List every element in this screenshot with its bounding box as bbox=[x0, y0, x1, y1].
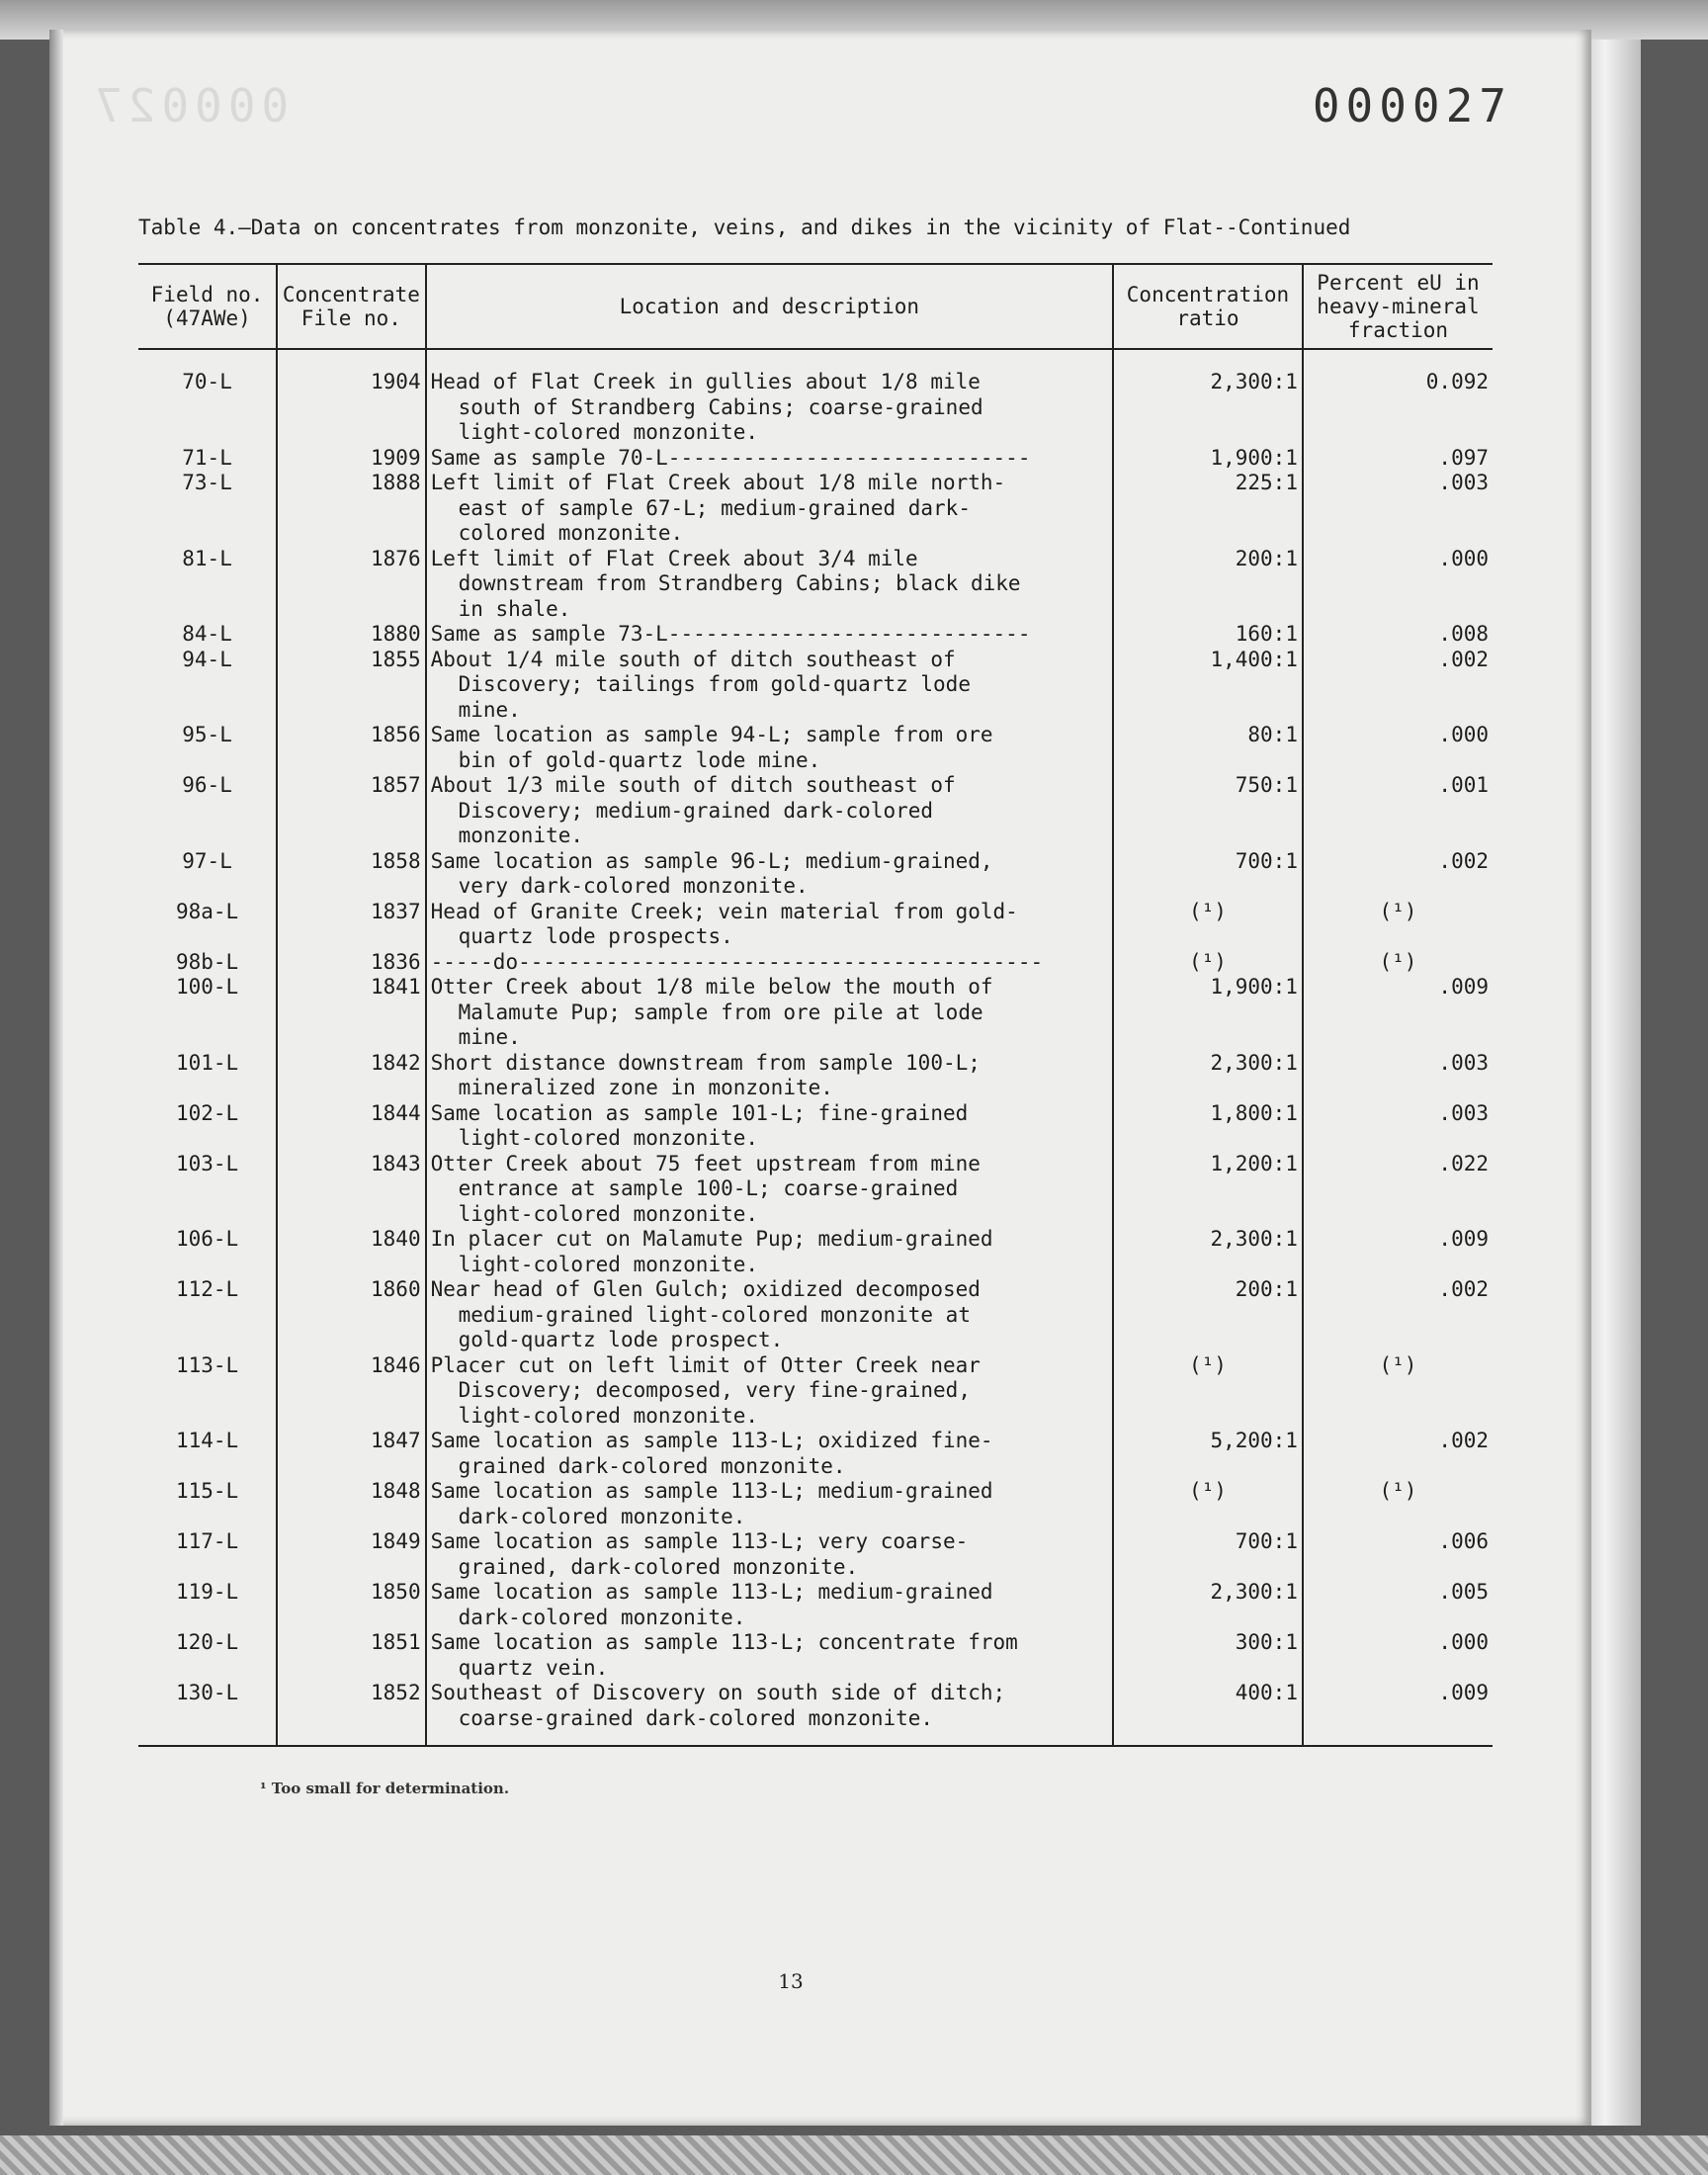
description-line: downstream from Strandberg Cabins; black dike bbox=[458, 571, 1021, 595]
cell-concentration-ratio: 2,300:1 bbox=[1113, 349, 1303, 446]
description-line: Discovery; decomposed, very fine-grained, bbox=[458, 1378, 971, 1402]
cell-concentration-ratio: 1,400:1 bbox=[1113, 648, 1303, 724]
cell-file-no: 1849 bbox=[277, 1529, 425, 1580]
description-line: monzonite. bbox=[458, 824, 584, 847]
description-line: light-colored monzonite. bbox=[458, 1201, 759, 1226]
header-field-no: Field no. (47AWe) bbox=[138, 264, 277, 349]
cell-percent-eu: .002 bbox=[1303, 849, 1493, 900]
cell-percent-eu: .008 bbox=[1303, 622, 1493, 648]
description-line: mine. bbox=[458, 697, 521, 722]
description-line: Left limit of Flat Creek about 1/8 mile north- bbox=[430, 471, 1006, 494]
cell-concentration-ratio: 1,900:1 bbox=[1113, 975, 1303, 1051]
table-row bbox=[138, 547, 1493, 623]
description-line: Short distance downstream from sample 100-L; bbox=[430, 1050, 981, 1075]
cell-description bbox=[426, 471, 1113, 547]
page-spine-shadow bbox=[49, 30, 63, 2126]
cell-concentration-ratio: 1,900:1 bbox=[1113, 446, 1303, 472]
cell-field-no: 113-L bbox=[175, 1352, 239, 1377]
cell-file-no: 1856 bbox=[277, 723, 425, 773]
cell-description bbox=[426, 1580, 1113, 1630]
description-line: quartz vein. bbox=[458, 1655, 609, 1680]
cell-description bbox=[426, 975, 1113, 1051]
table-row bbox=[138, 849, 1493, 900]
description-line: Malamute Pup; sample from ore pile at lode bbox=[458, 1000, 983, 1024]
cell-percent-eu: .002 bbox=[1303, 648, 1493, 724]
cell-field-no: 119-L bbox=[175, 1580, 239, 1604]
cell-concentration-ratio: 225:1 bbox=[1113, 471, 1303, 547]
description-line: Head of Flat Creek in gullies about 1/8 mile bbox=[430, 370, 981, 393]
cell-file-no: 1876 bbox=[277, 547, 425, 623]
cell-field-no: 114-L bbox=[175, 1429, 239, 1452]
header-file-no: Concentrate File no. bbox=[277, 264, 425, 349]
cell-concentration-ratio: 2,300:1 bbox=[1113, 1051, 1303, 1101]
description-line: medium-grained light-colored monzonite at bbox=[458, 1302, 971, 1327]
concentrates-table bbox=[138, 263, 1493, 1747]
description-line: mineralized zone in monzonite. bbox=[458, 1076, 833, 1099]
cell-description bbox=[426, 1529, 1113, 1580]
cell-concentration-ratio: 200:1 bbox=[1113, 547, 1303, 623]
cell-file-no: 1837 bbox=[277, 900, 425, 950]
cell-description bbox=[426, 1051, 1113, 1101]
description-line: Left limit of Flat Creek about 3/4 mile bbox=[430, 546, 918, 570]
table-row bbox=[138, 950, 1493, 976]
description-line: Same as sample 70-L----------------------------- bbox=[430, 445, 1031, 470]
table-row bbox=[138, 471, 1493, 547]
description-line: Same location as sample 113-L; medium-grained bbox=[430, 1580, 993, 1604]
cell-file-no: 1904 bbox=[277, 349, 425, 446]
cell-concentration-ratio: 1,200:1 bbox=[1113, 1152, 1303, 1228]
cell-description bbox=[426, 1152, 1113, 1228]
cell-description bbox=[426, 773, 1113, 849]
cell-file-no: 1846 bbox=[277, 1353, 425, 1430]
cell-field-no: 73-L bbox=[182, 471, 232, 494]
cell-percent-eu: .022 bbox=[1303, 1152, 1493, 1228]
cell-field-no: 95-L bbox=[182, 723, 232, 746]
cell-concentration-ratio: 700:1 bbox=[1113, 849, 1303, 900]
cell-file-no: 1842 bbox=[277, 1051, 425, 1101]
cell-field-no: 98b-L bbox=[175, 949, 239, 974]
cell-description bbox=[426, 950, 1113, 976]
description-line: Same location as sample 113-L; medium-grained bbox=[430, 1479, 993, 1503]
cell-file-no: 1855 bbox=[277, 648, 425, 724]
cell-file-no: 1836 bbox=[277, 950, 425, 976]
description-line: Discovery; tailings from gold-quartz lode bbox=[458, 672, 971, 696]
header-ratio: Concentration ratio bbox=[1113, 264, 1303, 349]
cell-field-no: 97-L bbox=[182, 848, 232, 873]
table-row bbox=[138, 1353, 1493, 1430]
cell-description bbox=[426, 1277, 1113, 1353]
cell-concentration-ratio: 80:1 bbox=[1113, 723, 1303, 773]
cell-description bbox=[426, 446, 1113, 472]
description-line: Southeast of Discovery on south side of ditch; bbox=[430, 1681, 1006, 1704]
cell-description bbox=[426, 1429, 1113, 1479]
description-line: quartz lode prospects. bbox=[458, 924, 733, 948]
description-line: light-colored monzonite. bbox=[458, 1126, 759, 1150]
cell-concentration-ratio: 750:1 bbox=[1113, 773, 1303, 849]
cell-description bbox=[426, 723, 1113, 773]
cell-file-no: 1851 bbox=[277, 1630, 425, 1681]
footnote: ¹ Too small for determination. bbox=[260, 1780, 510, 1797]
cell-percent-eu: .005 bbox=[1303, 1580, 1493, 1630]
description-line: Discovery; medium-grained dark-colored bbox=[458, 798, 934, 823]
page-number: 13 bbox=[778, 1969, 804, 1993]
cell-description bbox=[426, 849, 1113, 900]
description-line: Placer cut on left limit of Otter Creek near bbox=[430, 1352, 981, 1377]
cell-field-no: 100-L bbox=[175, 975, 239, 999]
cell-file-no: 1850 bbox=[277, 1580, 425, 1630]
cell-description bbox=[426, 1630, 1113, 1681]
table-row bbox=[138, 1529, 1493, 1580]
description-line: light-colored monzonite. bbox=[458, 1403, 759, 1428]
cell-field-no: 81-L bbox=[182, 546, 232, 570]
cell-description bbox=[426, 622, 1113, 648]
cell-field-no: 102-L bbox=[175, 1100, 239, 1125]
cell-field-no: 94-L bbox=[182, 647, 232, 671]
cell-description bbox=[426, 547, 1113, 623]
description-line: light-colored monzonite. bbox=[458, 420, 759, 444]
cell-field-no: 101-L bbox=[175, 1050, 239, 1075]
table-row bbox=[138, 622, 1493, 648]
cell-field-no: 71-L bbox=[182, 445, 232, 470]
table-row bbox=[138, 773, 1493, 849]
description-line: Head of Granite Creek; vein material from gold- bbox=[430, 899, 1018, 923]
description-line: east of sample 67-L; medium-grained dark- bbox=[458, 495, 971, 520]
table-row bbox=[138, 1152, 1493, 1228]
document-number: 000027 bbox=[1312, 79, 1512, 132]
cell-concentration-ratio: (¹) bbox=[1113, 950, 1303, 976]
cell-description bbox=[426, 1681, 1113, 1746]
cell-percent-eu: .009 bbox=[1303, 1681, 1493, 1746]
cell-percent-eu: .006 bbox=[1303, 1529, 1493, 1580]
description-line: In placer cut on Malamute Pup; medium-grained bbox=[430, 1227, 993, 1251]
cell-concentration-ratio: 200:1 bbox=[1113, 1277, 1303, 1353]
description-line: grained, dark-colored monzonite. bbox=[458, 1554, 859, 1579]
cell-description bbox=[426, 1227, 1113, 1277]
cell-percent-eu: .003 bbox=[1303, 471, 1493, 547]
table-row bbox=[138, 648, 1493, 724]
table-row bbox=[138, 1429, 1493, 1479]
cell-file-no: 1843 bbox=[277, 1152, 425, 1228]
table-row bbox=[138, 1681, 1493, 1746]
cell-percent-eu: .003 bbox=[1303, 1101, 1493, 1152]
description-line: south of Strandberg Cabins; coarse-grained bbox=[458, 394, 983, 419]
cell-file-no: 1848 bbox=[277, 1479, 425, 1529]
table-row bbox=[138, 1580, 1493, 1630]
cell-field-no: 115-L bbox=[175, 1479, 239, 1503]
description-line: entrance at sample 100-L; coarse-grained bbox=[458, 1176, 959, 1200]
description-line: Otter Creek about 1/8 mile below the mouth of bbox=[430, 975, 993, 999]
cell-field-no: 112-L bbox=[175, 1277, 239, 1301]
cell-file-no: 1880 bbox=[277, 622, 425, 648]
cell-concentration-ratio: (¹) bbox=[1113, 1353, 1303, 1430]
bleed-through-number: 000027 bbox=[89, 79, 290, 132]
cell-file-no: 1852 bbox=[277, 1681, 425, 1746]
description-line: in shale. bbox=[458, 596, 571, 621]
cell-concentration-ratio: 700:1 bbox=[1113, 1529, 1303, 1580]
description-line: About 1/4 mile south of ditch southeast of bbox=[430, 647, 956, 671]
cell-field-no: 70-L bbox=[182, 370, 232, 393]
cell-field-no: 117-L bbox=[175, 1529, 239, 1553]
description-line: light-colored monzonite. bbox=[458, 1252, 759, 1276]
description-line: Same as sample 73-L----------------------------- bbox=[430, 622, 1031, 646]
cell-concentration-ratio: (¹) bbox=[1113, 1479, 1303, 1529]
table-row bbox=[138, 975, 1493, 1051]
cell-file-no: 1860 bbox=[277, 1277, 425, 1353]
cell-description bbox=[426, 900, 1113, 950]
cell-field-no: 96-L bbox=[182, 773, 232, 797]
cell-percent-eu: .000 bbox=[1303, 723, 1493, 773]
description-line: mine. bbox=[458, 1025, 521, 1049]
cell-percent-eu: .000 bbox=[1303, 547, 1493, 623]
cell-field-no: 106-L bbox=[175, 1227, 239, 1251]
description-line: gold-quartz lode prospect. bbox=[458, 1328, 784, 1351]
cell-percent-eu: (¹) bbox=[1303, 1353, 1493, 1430]
description-line: very dark-colored monzonite. bbox=[458, 874, 809, 898]
description-line: colored monzonite. bbox=[458, 521, 684, 545]
description-line: -----do------------------------------------------ bbox=[430, 949, 1044, 974]
cell-file-no: 1844 bbox=[277, 1101, 425, 1152]
scan-background-bottom bbox=[0, 2135, 1708, 2175]
cell-field-no: 98a-L bbox=[175, 899, 239, 923]
cell-file-no: 1909 bbox=[277, 446, 425, 472]
table-body bbox=[138, 349, 1493, 1746]
description-line: bin of gold-quartz lode mine. bbox=[458, 747, 821, 772]
header-percent: Percent eU in heavy-mineral fraction bbox=[1303, 264, 1493, 349]
description-line: Same location as sample 94-L; sample from ore bbox=[430, 723, 993, 746]
cell-concentration-ratio: 400:1 bbox=[1113, 1681, 1303, 1746]
description-line: Same location as sample 113-L; oxidized fine- bbox=[430, 1429, 993, 1452]
description-line: Same location as sample 113-L; concentrate from bbox=[430, 1630, 1018, 1654]
cell-description bbox=[426, 1353, 1113, 1430]
cell-percent-eu: (¹) bbox=[1303, 950, 1493, 976]
description-line: Same location as sample 96-L; medium-grained, bbox=[430, 848, 993, 873]
cell-file-no: 1858 bbox=[277, 849, 425, 900]
cell-percent-eu: .002 bbox=[1303, 1277, 1493, 1353]
cell-percent-eu: .097 bbox=[1303, 446, 1493, 472]
table-row bbox=[138, 1277, 1493, 1353]
description-line: grained dark-colored monzonite. bbox=[458, 1453, 846, 1478]
cell-concentration-ratio: (¹) bbox=[1113, 900, 1303, 950]
table-caption: Table 4.—Data on concentrates from monzonite, veins, and dikes in the vicinity of Flat--Continued bbox=[138, 216, 1351, 239]
cell-concentration-ratio: 5,200:1 bbox=[1113, 1429, 1303, 1479]
cell-file-no: 1847 bbox=[277, 1429, 425, 1479]
cell-percent-eu: (¹) bbox=[1303, 1479, 1493, 1529]
table-row bbox=[138, 349, 1493, 446]
table-row bbox=[138, 1227, 1493, 1277]
table-row bbox=[138, 1479, 1493, 1529]
table-row bbox=[138, 446, 1493, 472]
description-line: Same location as sample 101-L; fine-grained bbox=[430, 1100, 969, 1125]
cell-field-no: 130-L bbox=[138, 1681, 277, 1746]
cell-concentration-ratio: 2,300:1 bbox=[1113, 1580, 1303, 1630]
cell-description bbox=[426, 1479, 1113, 1529]
cell-description bbox=[426, 349, 1113, 446]
table-header-row bbox=[138, 264, 1493, 349]
cell-percent-eu: .001 bbox=[1303, 773, 1493, 849]
cell-file-no: 1857 bbox=[277, 773, 425, 849]
cell-file-no: 1841 bbox=[277, 975, 425, 1051]
cell-concentration-ratio: 160:1 bbox=[1113, 622, 1303, 648]
table-row bbox=[138, 1051, 1493, 1101]
cell-file-no: 1840 bbox=[277, 1227, 425, 1277]
description-line: dark-colored monzonite. bbox=[458, 1605, 746, 1629]
header-location: Location and description bbox=[426, 264, 1113, 349]
cell-percent-eu: .000 bbox=[1303, 1630, 1493, 1681]
description-line: Near head of Glen Gulch; oxidized decomposed bbox=[430, 1277, 981, 1301]
cell-description bbox=[426, 1101, 1113, 1152]
cell-percent-eu: 0.092 bbox=[1303, 349, 1493, 446]
cell-percent-eu: (¹) bbox=[1303, 900, 1493, 950]
cell-field-no: 120-L bbox=[175, 1630, 239, 1654]
table-row bbox=[138, 723, 1493, 773]
description-line: Same location as sample 113-L; very coarse- bbox=[430, 1529, 969, 1553]
cell-concentration-ratio: 2,300:1 bbox=[1113, 1227, 1303, 1277]
description-line: coarse-grained dark-colored monzonite. bbox=[458, 1705, 934, 1730]
cell-file-no: 1888 bbox=[277, 471, 425, 547]
description-line: Otter Creek about 75 feet upstream from mine bbox=[430, 1151, 981, 1175]
cell-concentration-ratio: 300:1 bbox=[1113, 1630, 1303, 1681]
cell-field-no: 84-L bbox=[182, 622, 232, 646]
table-row bbox=[138, 900, 1493, 950]
description-line: dark-colored monzonite. bbox=[458, 1504, 746, 1528]
description-line: About 1/3 mile south of ditch southeast of bbox=[430, 773, 956, 797]
cell-percent-eu: .003 bbox=[1303, 1051, 1493, 1101]
cell-percent-eu: .009 bbox=[1303, 1227, 1493, 1277]
cell-percent-eu: .002 bbox=[1303, 1429, 1493, 1479]
table-row bbox=[138, 1101, 1493, 1152]
cell-description bbox=[426, 648, 1113, 724]
table-row bbox=[138, 1630, 1493, 1681]
cell-percent-eu: .009 bbox=[1303, 975, 1493, 1051]
cell-concentration-ratio: 1,800:1 bbox=[1113, 1101, 1303, 1152]
cell-field-no: 103-L bbox=[175, 1151, 239, 1175]
